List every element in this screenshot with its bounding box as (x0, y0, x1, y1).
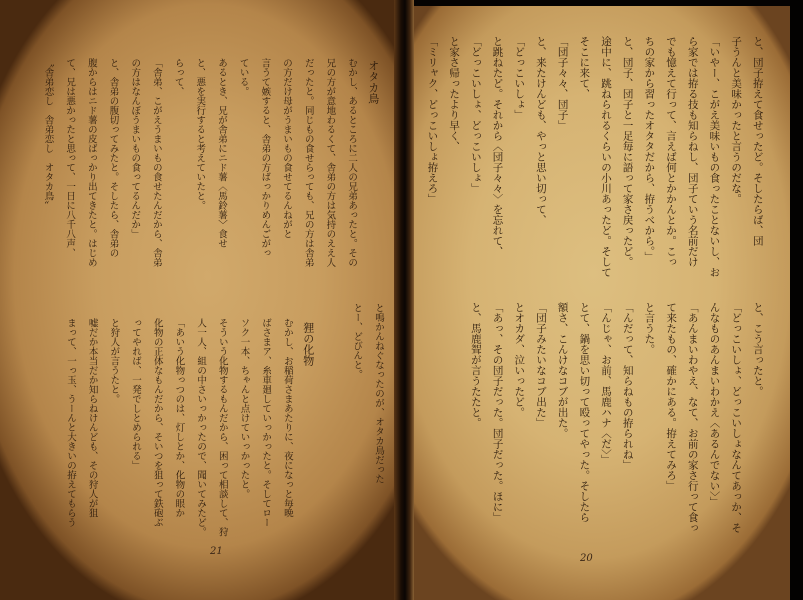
text-column: と言うた。 (643, 302, 656, 355)
text-column: て、兄は悪かったと思って、一日に八千八声、 (64, 58, 76, 258)
text-column: 「どっこいしょ」 (513, 36, 526, 120)
text-column: まって、一っ玉、うーんと大きいの拵えてもらう (64, 318, 76, 527)
book-gutter (394, 0, 414, 600)
text-column: 「舎弟、こがえうまいもの食せたんだから、舎弟 (150, 58, 162, 267)
text-column: 〝舎弟恋し 舎弟恋し オタカ鳥〟 (42, 58, 54, 210)
text-column: の方だけ母がうまいもの食せてるんねがと (281, 58, 293, 239)
story-title-block (297, 322, 319, 422)
text-column: 「いやー、こがえ美味いもの食ったことないし、お (708, 36, 721, 278)
text-column: と、来たけんども、やっと思い切って、 (534, 36, 547, 225)
text-column: むかし、お稲荷さまあたりに、夜になっと毎晩 (281, 318, 293, 518)
left-page-story-ending (346, 303, 389, 533)
text-column: と、こう言ったと。 (751, 302, 764, 397)
text-column: と、団子、団子と一足毎に語って家さ戻ったど。 (621, 36, 634, 267)
text-column: とオカダ、泣いったど。 (513, 302, 526, 418)
text-column: そこに来て、 (578, 36, 591, 99)
story-title: オタカ鳥 (366, 60, 380, 104)
text-column: 子うんと美味かったと言うのだな。 (730, 36, 743, 204)
text-column: 「んだって、知らねもの拵られね」 (621, 302, 634, 470)
text-column: ってやれば、一発でしとめられる」 (130, 318, 142, 470)
text-column: て来たもの、確かにある。拵えてみろ」 (665, 302, 678, 491)
left-page-upper-text (37, 58, 384, 273)
text-column: 腹からはニド薯の皮ばっかり出てきたと。はじめ (85, 58, 97, 267)
text-column: だったと。同じもの食せらっても、兄の方は舎弟 (302, 58, 314, 267)
text-column: ソク一本、ちゃんと点けていっかったと。 (238, 318, 250, 499)
text-column: 「あっ、その団子だった。団子だった。ほに」 (491, 302, 504, 523)
text-column: ばさまア、糸車廻していっかったと。そしてロー (260, 318, 272, 527)
text-column: 嘘だか本当だか知らねけんども、その狩人が狙 (86, 318, 98, 518)
text-column: の方はなんぼうまいもの食ってるんだか」 (129, 58, 141, 239)
text-column: と、悪を実行すると考えていたと。 (194, 58, 206, 210)
text-column: らって、 (172, 58, 184, 96)
text-column: と狩人が言うたと。 (108, 318, 120, 404)
text-column: と、舎弟の腹切ってみたと。そしたら、舎弟の (107, 58, 119, 258)
text-column: 「あいう化物っつのは、灯しとか、化物の眼か (173, 318, 185, 518)
text-column: とて、鍋を思い切って殴ってやった。そしたら (578, 302, 591, 523)
text-column: 言うて嫉すると、舎弟の方ばっかりめんごがっ (259, 58, 271, 258)
text-column: とー、どびんと。 (351, 303, 363, 379)
text-column: と、団子拵えて食せったど。そしたらば、団 (751, 36, 764, 246)
text-column: 「ミリャク、どっこいしょ拵えろ」 (426, 36, 439, 204)
text-column: 「どっこいしょ、どっこいしょなんてあっか、そ (730, 302, 743, 533)
text-column: あるとき、兄が舎弟にニド薯〈馬鈴薯〉食せ (215, 58, 227, 248)
text-column: むかし、あるところに二人の兄弟あったと。その (346, 58, 358, 267)
page-number: 20 (580, 553, 593, 564)
text-column: と家さ帰ったより早く、 (448, 36, 461, 152)
text-column: 「どっこいしょ、どっこいしょ」 (469, 36, 482, 194)
text-column: と鳴かんねぐなったのが、オタカ鳥だった (372, 303, 384, 484)
text-column: 人一人、組の中さいっかったので、聞いてみたど。 (195, 318, 207, 537)
text-column: 額さ、こんけなコブが出た。 (556, 302, 569, 439)
text-column: 「あんまいわやえ、なて、お前の家さ行って食っ (686, 302, 699, 533)
text-column: 途中に、跳ねられるくらいの小川あったど。そして (599, 36, 612, 278)
page-number: 21 (210, 546, 223, 557)
text-column: 「団子みたいなコブ出た」 (534, 302, 547, 428)
right-page-lower-text (464, 302, 768, 540)
text-column: 兄の方が意地わるくて、舎弟の方は気持のええ人 (324, 58, 336, 267)
text-column: と、馬鹿聟が言うたたと。 (469, 302, 482, 428)
text-column: 「んじゃ、お前、馬鹿ハナ〈だ〉」 (600, 302, 612, 465)
left-page-lower-text (59, 318, 298, 543)
text-column: ら家では拵る技も知らねし、団子ていう名前だけ (686, 36, 699, 267)
text-column: 化物の正体なもんだから、そいつを狙って鉄砲ぶ (151, 318, 163, 527)
text-column: ている。 (237, 58, 249, 96)
text-column: 「団子々々、団子」 (556, 36, 569, 131)
text-column: でも憶えて行って、言えば何とかかんとか。こっ (665, 36, 678, 267)
text-column: と跳ねたど。それから〈団子々々〉を忘れて、 (491, 36, 504, 257)
text-column: そういう化物するもんだから、困って相談して、狩 (216, 318, 228, 537)
right-page-upper-text (421, 36, 768, 281)
scan-edge (790, 0, 803, 600)
story-title: 狸の化物 (301, 322, 315, 366)
text-column: ちの家から習ったオタタだから、拵うべから。」 (643, 36, 656, 262)
text-column: んなものあんまいわかえ〈あるんでない〉」 (708, 302, 721, 507)
